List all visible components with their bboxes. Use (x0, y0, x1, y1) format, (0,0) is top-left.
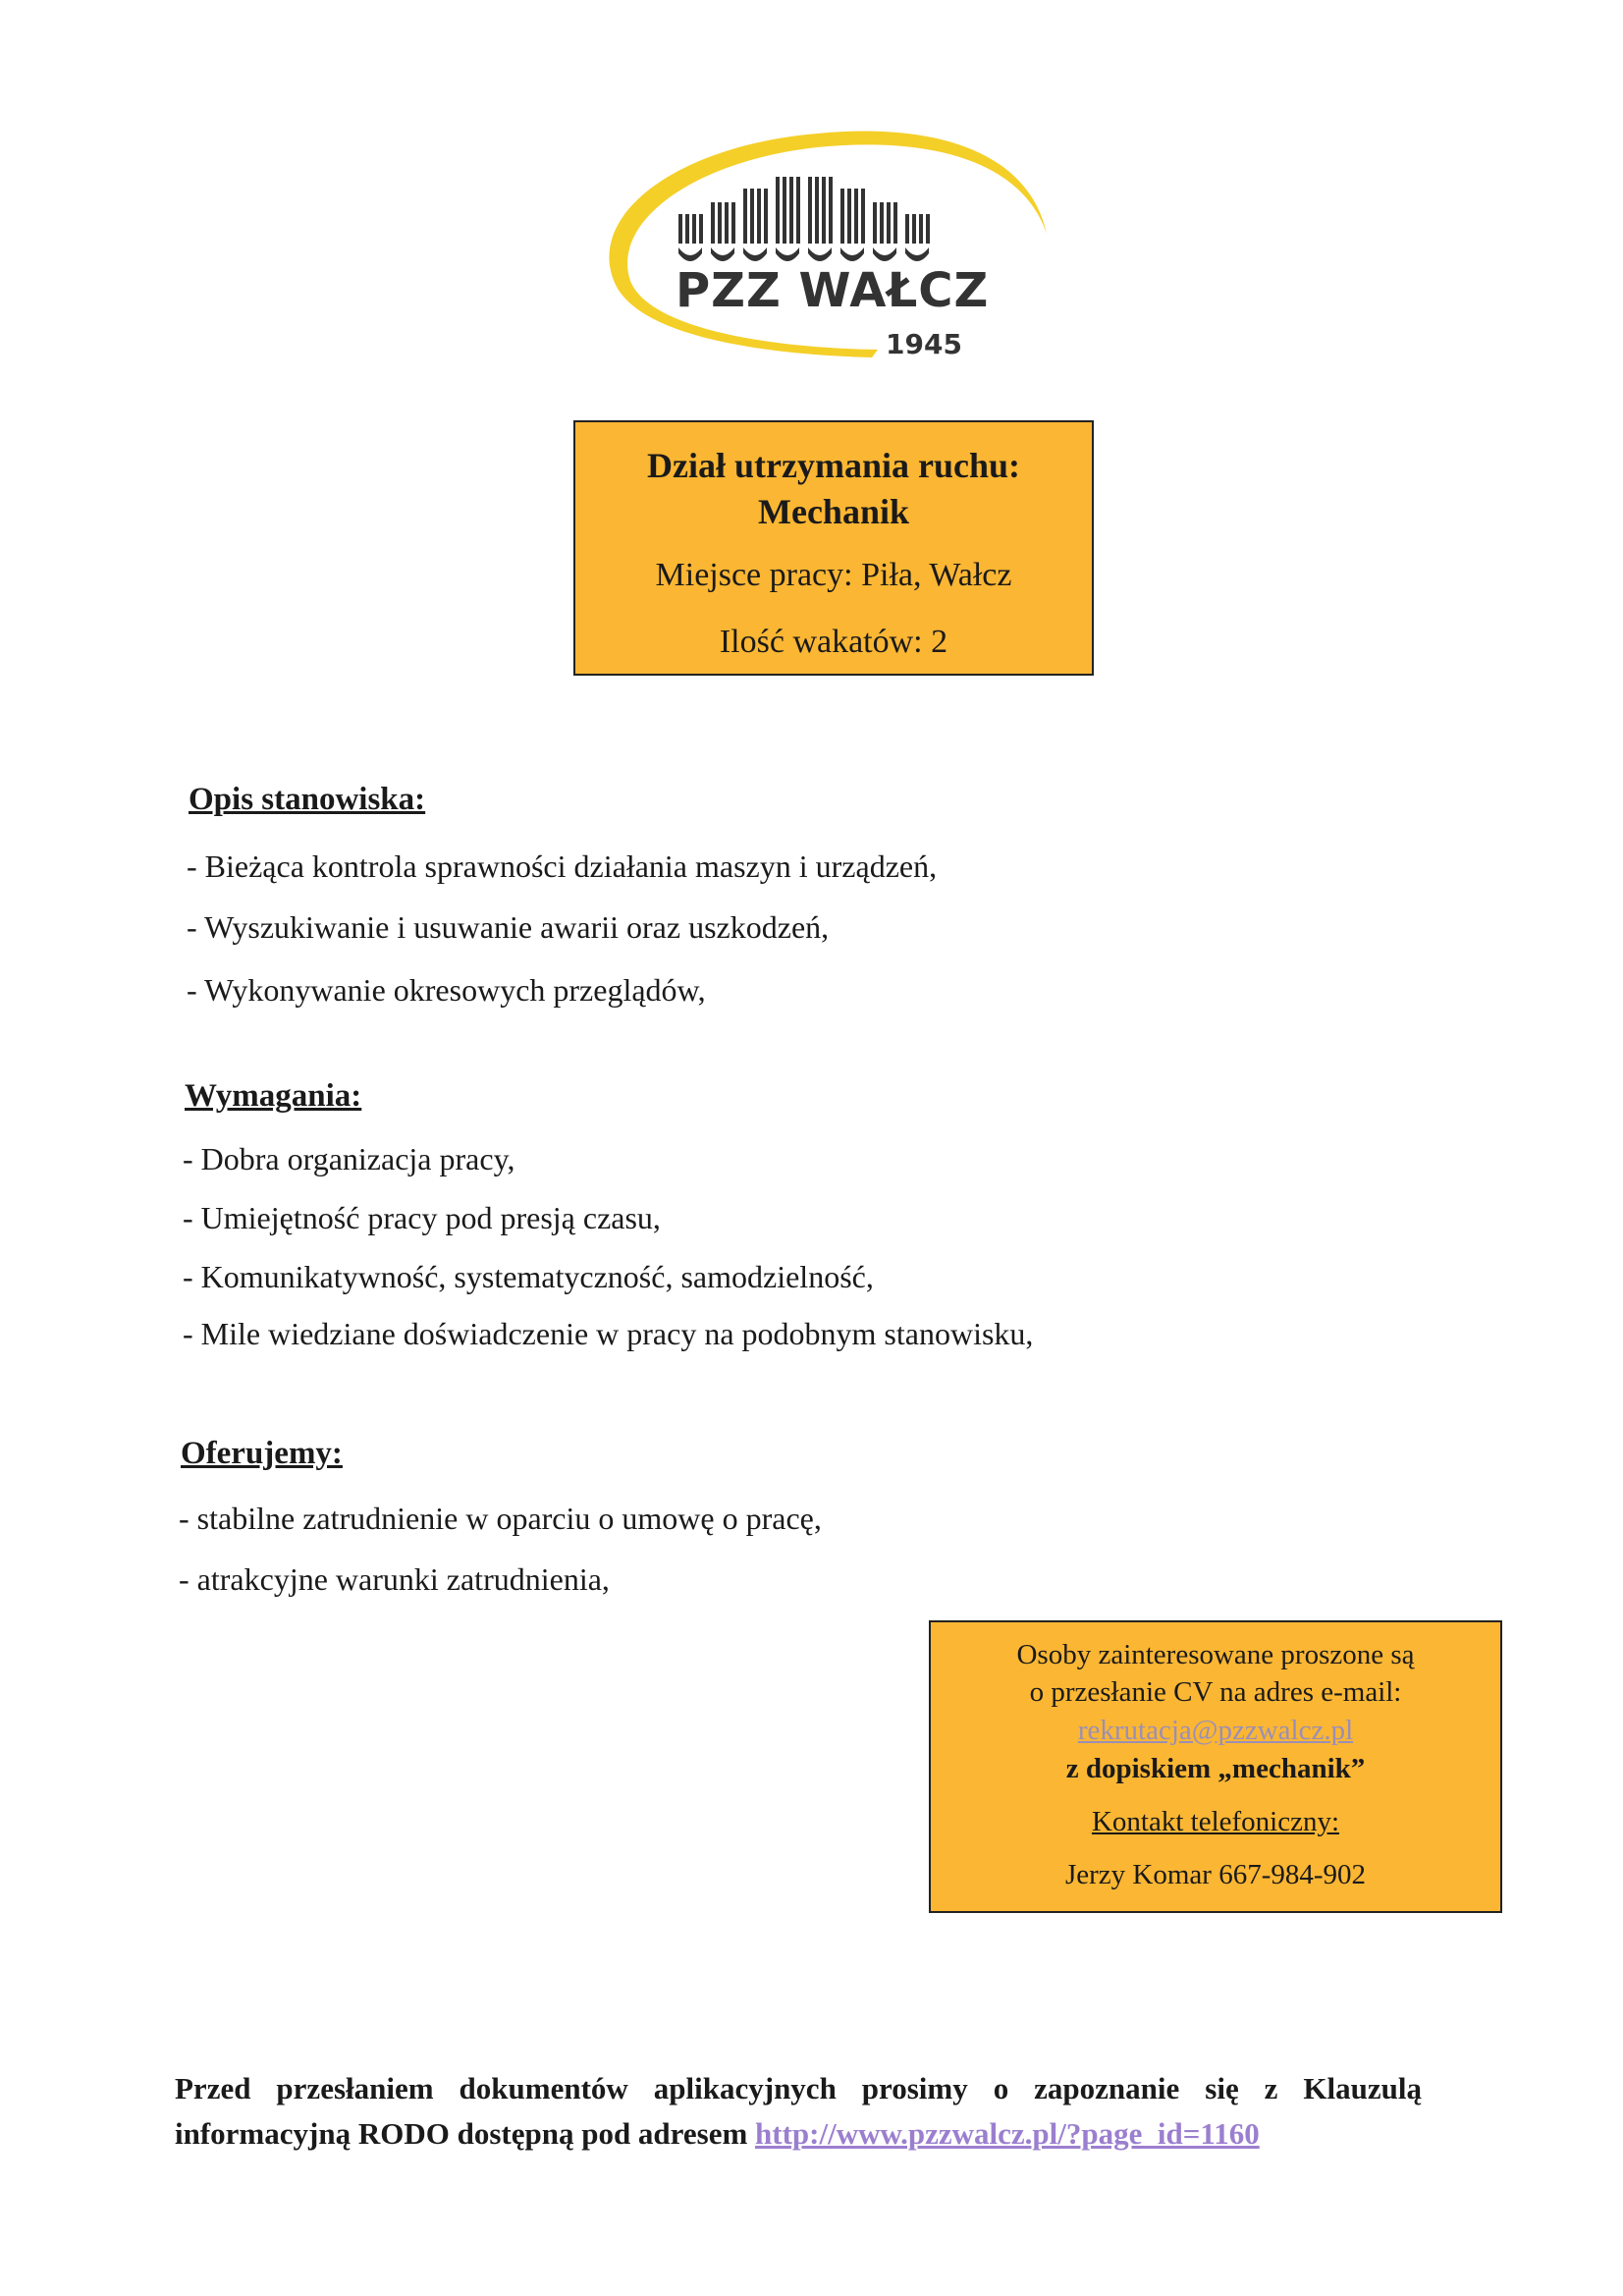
company-logo (585, 126, 1056, 371)
contact-box (929, 1620, 1502, 1913)
list-item: - Bieżąca kontrola sprawności działania maszyn i urządzeń, (187, 848, 938, 884)
offer-heading: Oferujemy: (181, 1436, 343, 1471)
contact-person: Jerzy Komar 667-984-902 (1064, 1859, 1367, 1890)
list-item: - Dobra organizacja pracy, (183, 1141, 515, 1176)
contact-line-1: Osoby zainteresowane proszone są (1016, 1639, 1415, 1670)
logo-swoosh (609, 132, 1047, 357)
list-item: - Wykonywanie okresowych przeglądów, (187, 972, 706, 1008)
department-title: Dział utrzymania ruchu: (647, 446, 1020, 485)
list-item: - Komunikatywność, systematyczność, samodzielność, (183, 1259, 874, 1294)
logo-company-name: PZZ WAŁCZ (676, 263, 990, 318)
phone-heading: Kontakt telefoniczny: (1091, 1806, 1340, 1837)
rodo-link[interactable]: http://www.pzzwalcz.pl/?page_id=1160 (755, 2116, 1260, 2151)
position-title: Mechanik (757, 492, 909, 531)
list-item: - Umiejętność pracy pod presją czasu, (183, 1200, 661, 1235)
requirements-heading: Wymagania: (185, 1078, 362, 1114)
list-item: - Wyszukiwanie i usuwanie awarii oraz uszkodzeń, (187, 909, 830, 945)
list-item: - stabilne zatrudnienie w oparciu o umowę o pracę, (179, 1501, 822, 1536)
footer-line-1: Przed przesłaniem dokumentów aplikacyjnych prosimy o zapoznanie się z Klauzulą (175, 2071, 1422, 2105)
footer-note (175, 2066, 1422, 2157)
vacancy-count: Ilość wakatów: 2 (719, 624, 948, 660)
contact-line-2: o przesłanie CV na adres e-mail: (1029, 1676, 1402, 1708)
description-heading: Opis stanowiska: (189, 782, 426, 817)
email-link[interactable]: rekrutacja@pzzwalcz.pl (1077, 1715, 1354, 1746)
list-item: - atrakcyjne warunki zatrudnienia, (179, 1561, 610, 1597)
work-location: Miejsce pracy: Piła, Wałcz (655, 557, 1012, 593)
email-subject-note: z dopiskiem „mechanik” (1065, 1753, 1366, 1784)
logo-year: 1945 (886, 328, 962, 360)
logo-graphic (585, 126, 1056, 371)
list-item: - Mile wiedziane doświadczenie w pracy na podobnym stanowisku, (183, 1316, 1034, 1351)
wheat-icon (678, 177, 930, 261)
job-title-box (573, 420, 1094, 676)
footer-line-2: informacyjną RODO dostępną pod adresem (175, 2116, 748, 2151)
